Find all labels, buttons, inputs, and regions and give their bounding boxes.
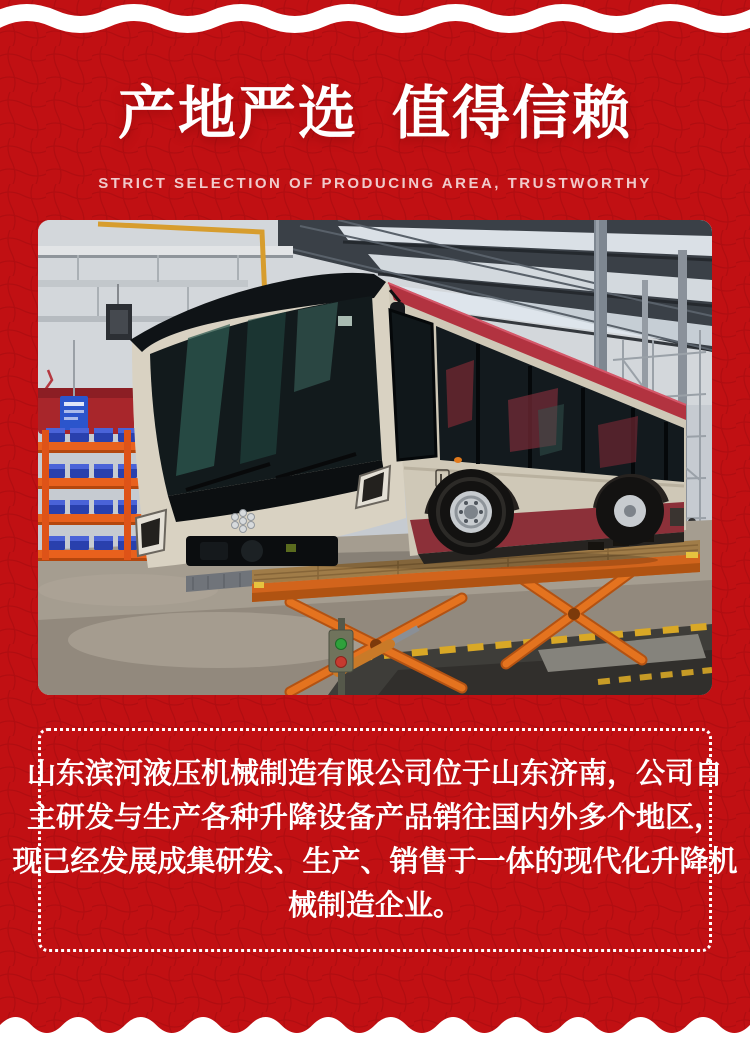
factory-photo (38, 220, 712, 695)
company-intro-card (12, 728, 738, 952)
intro-line: 械制造企业。 (287, 890, 462, 922)
intro-line: 山东滨河液压机械制造有限公司位于山东济南，公司自 (27, 758, 724, 790)
factory-photo-illustration (38, 220, 712, 695)
green-button (336, 639, 347, 650)
page-title-part1: 产地严选 (117, 81, 358, 146)
intro-line: 现已经发展成集研发、生产、销售于一体的现代化升降机 (12, 846, 738, 878)
red-button (336, 657, 347, 668)
intro-line: 主研发与生产各种升降设备产品销往国内外多个地区， (27, 802, 724, 834)
page-title-part2: 值得信赖 (392, 81, 633, 146)
bus-door (390, 310, 436, 460)
page-subtitle: STRICT SELECTION OF PRODUCING AREA, TRUSTWORTHY (98, 175, 652, 192)
page-title (0, 82, 750, 146)
